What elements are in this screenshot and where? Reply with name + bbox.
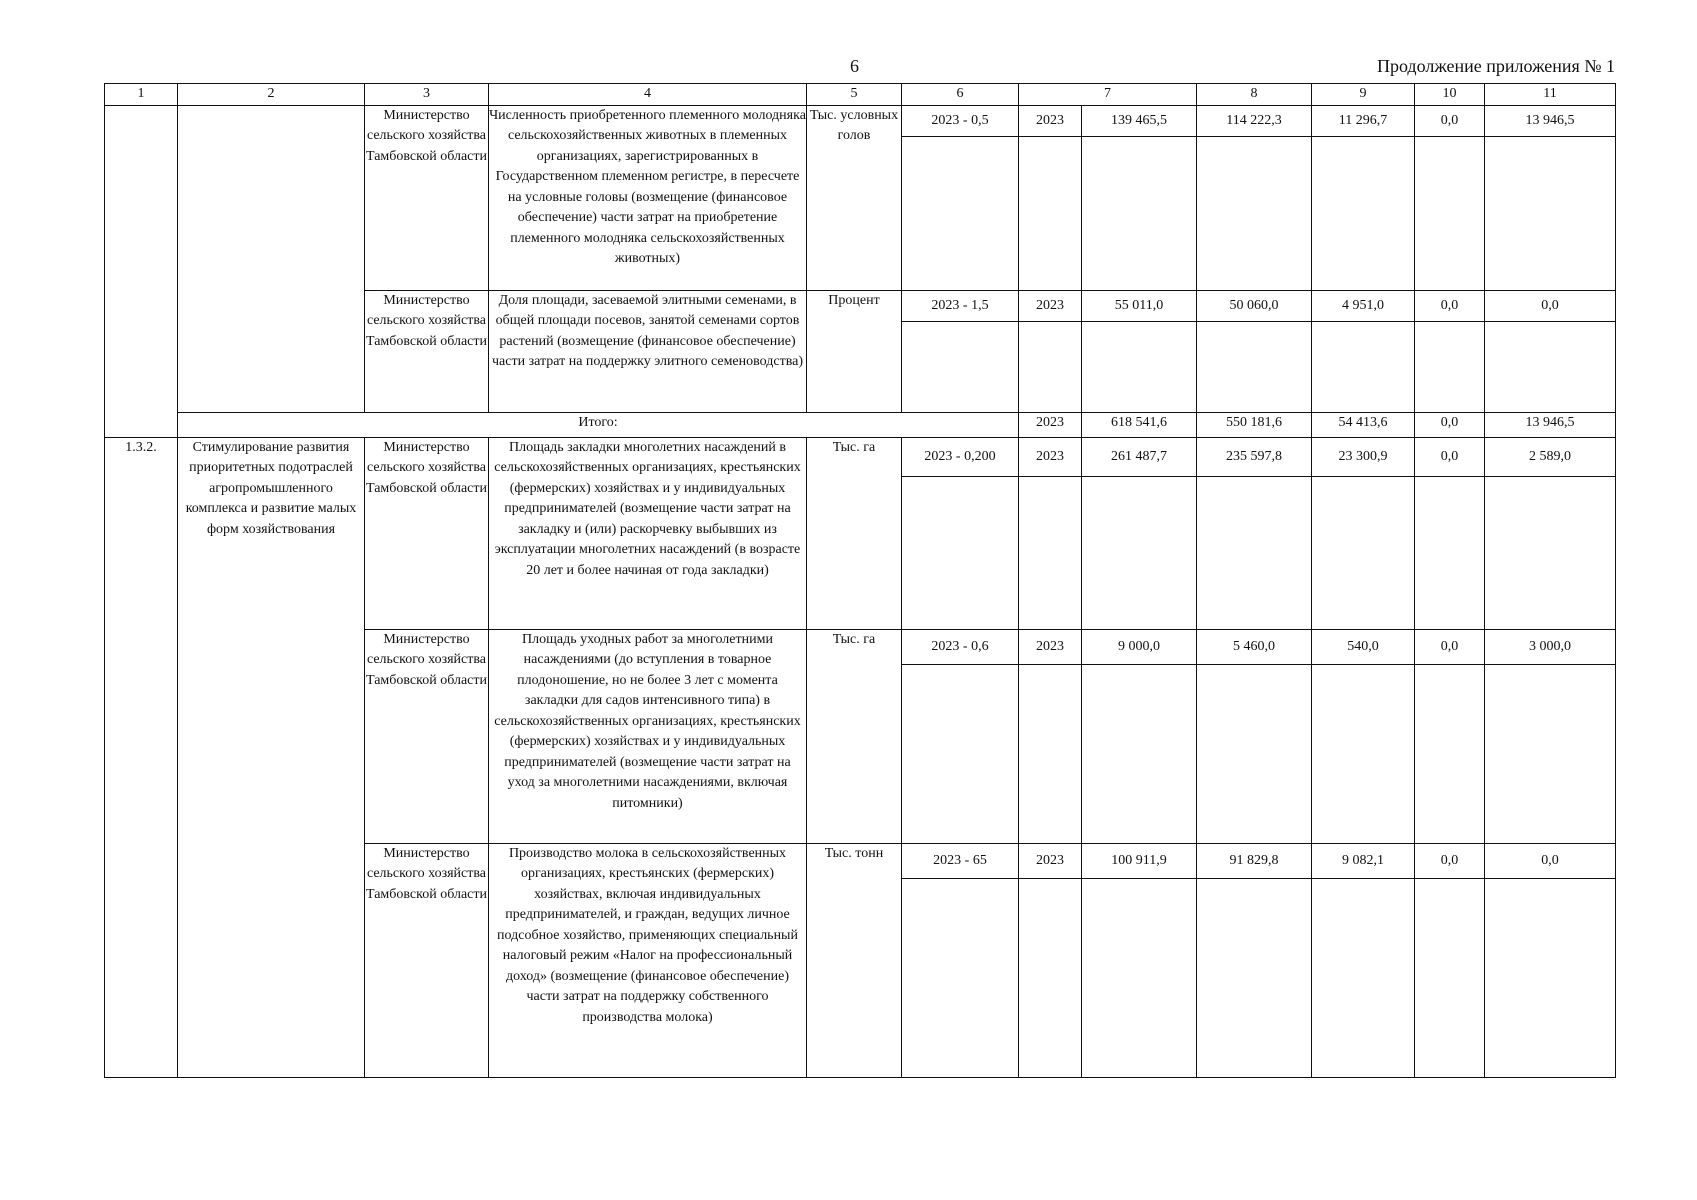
other-value: 13 946,5	[1485, 106, 1615, 137]
cell-indicator: Доля площади, засеваемой элитными семенами, в общей площади посевов, занятой семенами сортов растений (возмещение (финансовое обеспечение) части затрат на поддержку элитного семеноводства)	[489, 290, 807, 412]
regional-value: 11 296,7	[1312, 106, 1414, 137]
header-col-8: 8	[1197, 84, 1312, 106]
cell-regional	[1312, 629, 1415, 843]
target-value: 2023 - 1,5	[902, 291, 1018, 322]
subtotal-other: 13 946,5	[1485, 412, 1616, 437]
cell-federal	[1197, 290, 1312, 412]
header-col-4: 4	[489, 84, 807, 106]
cell-target	[902, 437, 1019, 629]
header-col-1: 1	[105, 84, 178, 106]
other-value: 3 000,0	[1485, 630, 1615, 665]
cell-unit: Тыс. га	[807, 629, 902, 843]
subtotal-federal: 550 181,6	[1197, 412, 1312, 437]
header-col-6: 6	[902, 84, 1019, 106]
other-value: 2 589,0	[1485, 438, 1615, 477]
local-value: 0,0	[1415, 844, 1484, 879]
cell-local	[1415, 843, 1485, 1077]
cell-event-empty	[178, 105, 365, 290]
cell-target	[902, 105, 1019, 290]
cell-other	[1485, 843, 1616, 1077]
regional-value: 540,0	[1312, 630, 1414, 665]
cell-year	[1019, 105, 1082, 290]
subtotal-year: 2023	[1019, 412, 1082, 437]
cell-regional	[1312, 290, 1415, 412]
cell-other	[1485, 290, 1616, 412]
target-value: 2023 - 0,5	[902, 106, 1018, 137]
cell-federal	[1197, 629, 1312, 843]
cell-total	[1082, 290, 1197, 412]
cell-indicator: Площадь закладки многолетних насаждений в сельскохозяйственных организациях, крестьянских (фермерских) хозяйствах и у индивидуальных предпринимателей (возмещение части затрат на закладку и (или) раскорчевку выбывших из эксплуатации многолетних насаждений (в возрасте 20 лет и более начиная от года закладки)	[489, 437, 807, 629]
year-value: 2023	[1019, 844, 1081, 879]
other-value: 0,0	[1485, 291, 1615, 322]
cell-total	[1082, 629, 1197, 843]
cell-year	[1019, 290, 1082, 412]
cell-total	[1082, 105, 1197, 290]
cell-event-empty	[178, 290, 365, 412]
cell-regional	[1312, 843, 1415, 1077]
appendix-table	[104, 83, 1616, 1078]
cell-unit: Тыс. га	[807, 437, 902, 629]
cell-target	[902, 843, 1019, 1077]
cell-year	[1019, 437, 1082, 629]
cell-number-empty	[105, 105, 178, 290]
cell-target	[902, 290, 1019, 412]
cell-year	[1019, 629, 1082, 843]
target-value: 2023 - 0,200	[902, 438, 1018, 477]
target-value: 2023 - 0,6	[902, 630, 1018, 665]
header-row	[105, 84, 1616, 106]
cell-unit: Тыс. тонн	[807, 843, 902, 1077]
header-col-9: 9	[1312, 84, 1415, 106]
section-number: 1.3.2.	[105, 437, 178, 1077]
local-value: 0,0	[1415, 106, 1484, 137]
subtotal-regional: 54 413,6	[1312, 412, 1415, 437]
year-value: 2023	[1019, 438, 1081, 477]
cell-local	[1415, 629, 1485, 843]
cell-local	[1415, 437, 1485, 629]
cell-other	[1485, 629, 1616, 843]
cell-local	[1415, 105, 1485, 290]
cell-federal	[1197, 105, 1312, 290]
header-col-3: 3	[365, 84, 489, 106]
total-value: 55 011,0	[1082, 291, 1196, 322]
cell-number-empty	[105, 290, 178, 412]
total-value: 139 465,5	[1082, 106, 1196, 137]
cell-total	[1082, 437, 1197, 629]
cell-executor: Министерство сельского хозяйства Тамбовской области	[365, 629, 489, 843]
cell-executor: Министерство сельского хозяйства Тамбовской области	[365, 437, 489, 629]
subtotal-local: 0,0	[1415, 412, 1485, 437]
local-value: 0,0	[1415, 291, 1484, 322]
federal-value: 5 460,0	[1197, 630, 1311, 665]
total-value: 100 911,9	[1082, 844, 1196, 879]
cell-indicator: Производство молока в сельскохозяйственных организациях, крестьянских (фермерских) хозяйствах, включая индивидуальных предпринимателей, и граждан, ведущих личное подсобное хозяйство, применяющих специальный налоговый режим «Налог на профессиональный доход» (возмещение (финансовое обеспечение) части затрат на поддержку собственного производства молока)	[489, 843, 807, 1077]
cell-unit: Процент	[807, 290, 902, 412]
year-value: 2023	[1019, 291, 1081, 322]
regional-value: 4 951,0	[1312, 291, 1414, 322]
cell-other	[1485, 437, 1616, 629]
section-name: Стимулирование развития приоритетных подотраслей агропромышленного комплекса и развитие малых форм хозяйствования	[178, 437, 365, 1077]
table-row	[105, 105, 1616, 290]
federal-value: 114 222,3	[1197, 106, 1311, 137]
cell-federal	[1197, 437, 1312, 629]
regional-value: 23 300,9	[1312, 438, 1414, 477]
subtotal-row	[105, 412, 1616, 437]
cell-executor: Министерство сельского хозяйства Тамбовской области	[365, 290, 489, 412]
subtotal-label: Итого:	[178, 412, 1019, 437]
local-value: 0,0	[1415, 630, 1484, 665]
appendix-title: Продолжение приложения № 1	[1376, 56, 1615, 76]
cell-total	[1082, 843, 1197, 1077]
cell-indicator: Численность приобретенного племенного молодняка сельскохозяйственных животных в племенных организациях, зарегистрированных в Государственном племенном регистре, в пересчете на условные головы (возмещение (финансовое обеспечение) части затрат на приобретение племенного молодняка сельскохозяйственных животных)	[489, 105, 807, 290]
header-col-10: 10	[1415, 84, 1485, 106]
local-value: 0,0	[1415, 438, 1484, 477]
federal-value: 91 829,8	[1197, 844, 1311, 879]
cell-executor: Министерство сельского хозяйства Тамбовской области	[365, 843, 489, 1077]
total-value: 261 487,7	[1082, 438, 1196, 477]
total-value: 9 000,0	[1082, 630, 1196, 665]
page-number: 6	[850, 56, 859, 76]
cell-indicator: Площадь уходных работ за многолетними насаждениями (до вступления в товарное плодоношение, но не более 3 лет с момента закладки для садов интенсивного типа) в сельскохозяйственных организациях, крестьянских (фермерских) хозяйствах и у индивидуальных предпринимателей (возмещение части затрат на уход за многолетними насаждениями, включая питомники)	[489, 629, 807, 843]
cell-executor: Министерство сельского хозяйства Тамбовской области	[365, 105, 489, 290]
table-row	[105, 437, 1616, 629]
cell-local	[1415, 290, 1485, 412]
cell-number-empty	[105, 412, 178, 437]
header-col-11: 11	[1485, 84, 1616, 106]
header-col-5: 5	[807, 84, 902, 106]
year-value: 2023	[1019, 630, 1081, 665]
cell-year	[1019, 843, 1082, 1077]
target-value: 2023 - 65	[902, 844, 1018, 879]
cell-regional	[1312, 437, 1415, 629]
federal-value: 50 060,0	[1197, 291, 1311, 322]
cell-other	[1485, 105, 1616, 290]
cell-federal	[1197, 843, 1312, 1077]
cell-target	[902, 629, 1019, 843]
table-row	[105, 290, 1616, 412]
cell-unit: Тыс. условных голов	[807, 105, 902, 290]
regional-value: 9 082,1	[1312, 844, 1414, 879]
header-col-2: 2	[178, 84, 365, 106]
cell-regional	[1312, 105, 1415, 290]
other-value: 0,0	[1485, 844, 1615, 879]
federal-value: 235 597,8	[1197, 438, 1311, 477]
year-value: 2023	[1019, 106, 1081, 137]
header-col-7: 7	[1019, 84, 1197, 106]
subtotal-total: 618 541,6	[1082, 412, 1197, 437]
